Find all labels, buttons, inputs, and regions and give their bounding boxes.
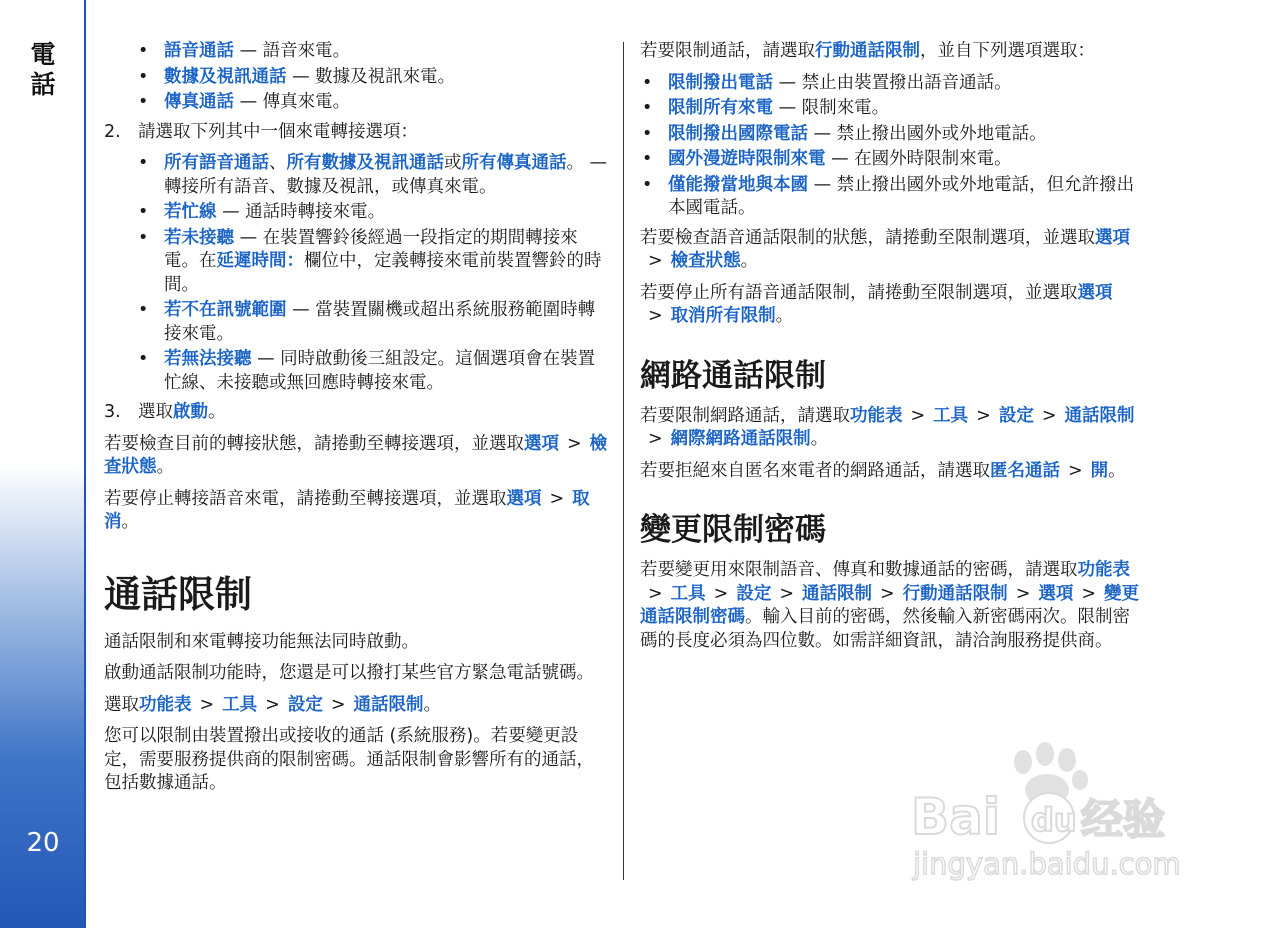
path-arrow: > (1068, 460, 1083, 481)
path-arrow: > (976, 405, 991, 426)
step-number: 3. (104, 402, 121, 422)
para-text: 若要停止所有語音通話限制，請捲動至限制選項，並選取 (640, 282, 1078, 303)
menu-options[interactable]: 選項 (1095, 227, 1130, 248)
path-arrow: > (549, 488, 565, 509)
option-voice-calls[interactable]: 語音通話 (164, 41, 234, 61)
step-text: 選取 (138, 402, 173, 422)
item-text: — 通話時轉接來電。 (216, 202, 386, 222)
menu-check-status[interactable]: 檢查狀態 (104, 433, 608, 477)
menu-menu[interactable]: 功能表 (139, 694, 192, 715)
punct: 。 (1108, 460, 1126, 481)
menu-change-barring-password[interactable]: 變更通話限制密碼 (640, 583, 1140, 627)
menu-anonymous-calls[interactable]: 匿名通話 (990, 460, 1060, 481)
baidu-jingyan-watermark (905, 738, 1215, 888)
list-item (640, 174, 1142, 221)
menu-menu[interactable]: 功能表 (850, 405, 903, 426)
path-arrow: > (1041, 405, 1057, 426)
path-arrow: > (713, 583, 729, 604)
option-all-fax[interactable]: 所有傳真通話 (461, 153, 567, 173)
step-number: 2. (104, 121, 121, 142)
para-text: 若要變更用來限制語音、傳真和數據通話的密碼，請選取 (640, 560, 1078, 580)
para-text: 若要限制通話，請選取 (640, 41, 815, 61)
para-text: ，並自下列選項選取： (920, 41, 1095, 61)
item-text: — 禁止撥出國外或外地電話，但允許撥出本國電話。 (668, 174, 1135, 218)
para-text: 。輸入目前的密碼，然後輸入新密碼兩次。限制密碼的長度必須為四位數。如需詳細資訊，請洽詢服務提供商。 (640, 607, 1130, 651)
punct: 。 (121, 512, 139, 532)
path-arrow: > (648, 306, 663, 326)
menu-on[interactable]: 開 (1090, 460, 1109, 481)
list-item (640, 123, 1142, 147)
menu-tools[interactable]: 工具 (670, 583, 706, 604)
punct: 。 (775, 306, 794, 326)
menu-settings[interactable]: 設定 (736, 583, 772, 604)
item-text: — 禁止由裝置撥出語音通話。 (773, 72, 1012, 93)
check-status-paragraph (104, 433, 610, 480)
option-incoming-calls[interactable]: 限制所有來電 (668, 98, 773, 118)
menu-tools[interactable]: 工具 (222, 694, 258, 715)
option-local-and-home-only[interactable]: 僅能撥當地與本國 (668, 174, 808, 195)
anonymous-paragraph (640, 460, 1142, 484)
option-outgoing-calls[interactable]: 限制撥出電話 (668, 72, 773, 93)
option-if-not-available[interactable]: 若無法接聽 (164, 349, 252, 369)
cancel-forward-paragraph (104, 488, 610, 535)
para-text: 若要檢查語音通話限制的狀態，請捲動至限制選項，並選取 (640, 227, 1095, 248)
list-item (104, 91, 610, 115)
punct: 。 (810, 429, 829, 449)
svg-text:du: du (1031, 801, 1077, 839)
item-text: — 在國外時限制來電。 (825, 149, 1012, 169)
path-arrow: > (1015, 583, 1031, 604)
heading-internet-call-barring: 網路通話限制 (640, 357, 826, 394)
list-item (104, 348, 610, 395)
barring-options-list (640, 72, 1142, 221)
list-item (640, 97, 1142, 121)
list-item (104, 227, 610, 298)
option-all-voice[interactable]: 所有語音通話 (164, 153, 269, 173)
option-if-busy[interactable]: 若忙線 (164, 202, 217, 222)
option-activate[interactable]: 啟動 (173, 402, 208, 422)
item-text: — 在裝置響鈴後經過一段指定的期間轉接來電。在 (164, 227, 578, 271)
svg-text:经验: 经验 (1081, 795, 1166, 844)
path-arrow: > (648, 251, 663, 271)
punct: 。 (156, 457, 174, 477)
para-text: 若要檢查目前的轉接狀態，請捲動至轉接選項，並選取 (104, 433, 524, 454)
list-item (640, 72, 1142, 96)
option-all-data-video[interactable]: 所有數據及視訊通話 (286, 153, 444, 173)
list-item (104, 152, 610, 199)
net-path-paragraph (640, 405, 1142, 452)
menu-call-barring[interactable]: 通話限制 (353, 694, 424, 715)
section-title: 電話 (30, 40, 56, 99)
menu-settings[interactable]: 設定 (998, 405, 1034, 426)
item-text: — 傳真來電。 (234, 92, 351, 112)
option-international-calls[interactable]: 限制撥出國際電話 (668, 123, 808, 144)
separator: 或 (444, 153, 462, 173)
menu-options[interactable]: 選項 (1038, 583, 1074, 604)
item-text: — 數據及視訊來電。 (286, 66, 456, 87)
menu-options[interactable]: 選項 (506, 488, 542, 509)
path-arrow: > (910, 405, 926, 426)
punct: 。 (740, 251, 759, 271)
page-sidebar (0, 0, 86, 928)
step-2 (104, 121, 610, 145)
svg-text:Bai: Bai (911, 788, 1000, 846)
heading-change-password: 變更限制密碼 (640, 512, 826, 548)
intro-paragraph (640, 40, 1142, 64)
option-incoming-roaming[interactable]: 國外漫遊時限制來電 (668, 149, 826, 169)
option-if-out-of-reach[interactable]: 若不在訊號範圍 (164, 300, 287, 320)
paragraph: 啟動通話限制功能時，您還是可以撥打某些官方緊急電話號碼。 (104, 663, 594, 683)
menu-call-barring[interactable]: 通話限制 (802, 583, 873, 604)
step-text: 請選取下列其中一個來電轉接選項： (138, 121, 418, 142)
punct: 。 (208, 402, 226, 422)
menu-menu[interactable]: 功能表 (1077, 560, 1130, 580)
item-text: — 語音來電。 (234, 41, 351, 61)
menu-cellular-call-barring[interactable]: 行動通話限制 (902, 583, 1008, 604)
item-text: — 同時啟動後三組設定。這個選項會在裝置忙線、未接聽或無回應時轉接來電。 (164, 349, 596, 393)
path-arrow: > (648, 583, 663, 604)
option-if-not-answered[interactable]: 若未接聽 (164, 227, 234, 248)
paragraph: 通話限制和來電轉接功能無法同時啟動。 (104, 631, 419, 652)
list-item (640, 148, 1142, 172)
para-text: 選取 (104, 694, 139, 715)
separator: 、 (269, 153, 287, 173)
field-delay-time[interactable]: 延遲時間： (216, 251, 304, 271)
list-item (104, 201, 610, 225)
para-text: 若要拒絕來自匿名來電者的網路通話，請選取 (640, 460, 990, 481)
menu-call-barring[interactable]: 通話限制 (1064, 405, 1135, 426)
menu-path-paragraph (104, 694, 610, 718)
path-arrow: > (567, 433, 582, 454)
page-number: 20 (26, 828, 60, 858)
forward-options-list (104, 152, 610, 395)
menu-cancel-all-barrings[interactable]: 取消所有限制 (670, 306, 776, 326)
path-arrow: > (779, 583, 795, 604)
item-text: — 禁止撥出國外或外地電話。 (808, 123, 1047, 144)
list-item (104, 66, 610, 90)
menu-check-status[interactable]: 檢查狀態 (670, 251, 741, 271)
left-column (104, 40, 610, 804)
right-column (640, 40, 1142, 661)
column-divider (623, 42, 624, 880)
list-item (104, 40, 610, 64)
item-text: 。 — 轉接所有語音、數據及視訊，或傳真來電。 (164, 153, 608, 197)
option-fax-calls[interactable]: 傳真通話 (164, 92, 234, 112)
svg-text:jingyan.baidu.com: jingyan.baidu.com (913, 847, 1181, 881)
path-arrow: > (1081, 583, 1097, 604)
path-arrow: > (199, 694, 215, 715)
step-3 (104, 401, 610, 425)
path-arrow: > (880, 583, 895, 604)
menu-options[interactable]: 選項 (1077, 282, 1113, 303)
menu-cellular-call-barring[interactable]: 行動通話限制 (815, 41, 920, 61)
menu-internet-call-barring[interactable]: 網際網路通話限制 (670, 429, 811, 449)
path-arrow: > (648, 429, 663, 449)
path-arrow: > (330, 694, 346, 715)
cancel-barring-paragraph (640, 282, 1142, 329)
item-text: — 限制來電。 (773, 98, 890, 118)
menu-tools[interactable]: 工具 (933, 405, 969, 426)
menu-settings[interactable]: 設定 (287, 694, 323, 715)
password-paragraph (640, 559, 1142, 653)
heading-call-barring: 通話限制 (104, 572, 252, 616)
item-text: 欄位中，定義轉接來電前裝置響鈴的時間。 (164, 251, 602, 295)
list-item (104, 299, 610, 346)
check-barring-paragraph (640, 227, 1142, 274)
item-text: — 當裝置關機或超出系統服務範圍時轉接來電。 (164, 300, 596, 344)
call-type-list (104, 40, 610, 115)
option-data-video-calls[interactable]: 數據及視訊通話 (164, 66, 287, 87)
menu-cancel[interactable]: 取消 (104, 488, 590, 532)
menu-options[interactable]: 選項 (524, 433, 559, 454)
paragraph: 您可以限制由裝置撥出或接收的通話 (系統服務)。若要變更設定，需要服務提供商的限制密碼。通話限制會影響所有的通話，包括數據通話。 (104, 726, 594, 793)
para-text: 若要限制網路通話，請選取 (640, 405, 850, 426)
para-text: 若要停止轉接語音來電，請捲動至轉接選項，並選取 (104, 488, 507, 509)
path-arrow: > (265, 694, 280, 715)
punct: 。 (423, 694, 442, 715)
